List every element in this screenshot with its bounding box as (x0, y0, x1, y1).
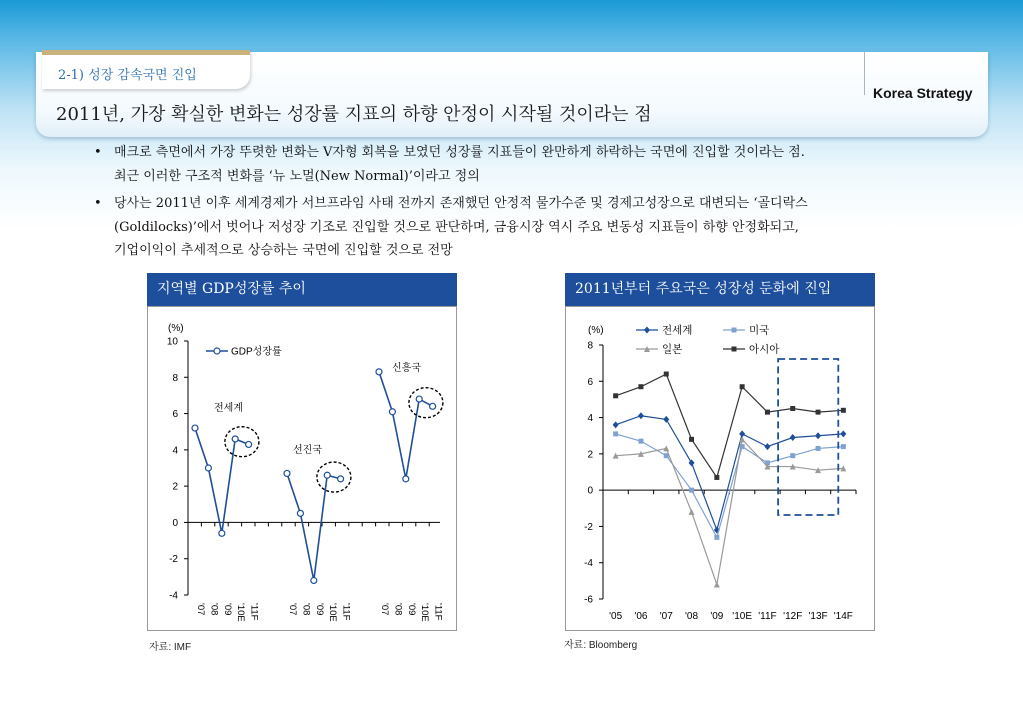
x-tick-label: '09 (405, 603, 417, 616)
bullet-line: 최근 이러한 구조적 변화를 ‘뉴 노멀(New Normal)’이라고 정의 (114, 168, 480, 184)
y-axis-unit: (%) (588, 325, 604, 336)
data-point (403, 476, 409, 482)
right-chart-box (565, 306, 875, 631)
data-point (416, 396, 422, 402)
legend-marker (732, 347, 737, 352)
data-point (192, 425, 198, 431)
x-tick-label: '05 (609, 611, 623, 622)
bullet-marker: • (94, 196, 102, 211)
y-tick-label: 4 (172, 445, 178, 457)
data-point (338, 476, 344, 482)
data-point (841, 444, 846, 449)
y-tick-label: -4 (169, 590, 178, 602)
left-chart-box (147, 306, 457, 631)
data-point (219, 530, 225, 536)
data-point (790, 434, 796, 441)
group-label: 신흥국 (392, 363, 421, 374)
data-point (246, 441, 252, 447)
data-point (790, 406, 795, 411)
legend-marker (732, 328, 737, 333)
data-point (816, 410, 821, 415)
data-point (740, 384, 745, 389)
x-tick-label: '07 (287, 603, 298, 616)
data-point (613, 393, 618, 398)
x-tick-label: '10E (235, 603, 247, 622)
bullet-marker: • (94, 145, 102, 160)
legend-marker (644, 327, 650, 334)
y-tick-label: 2 (587, 449, 593, 461)
right-chart-source: 자료: Bloomberg (564, 640, 638, 651)
legend-label: GDP성장률 (231, 346, 282, 358)
series-line-3 (379, 372, 433, 479)
legend-marker (214, 348, 220, 354)
y-tick-label: -2 (169, 554, 178, 566)
y-tick-label: 10 (166, 336, 178, 348)
y-tick-label: 0 (172, 517, 178, 529)
y-tick-label: -4 (584, 558, 593, 570)
left-chart-title: 지역별 GDP성장률 추이 (147, 273, 457, 306)
bullet-item (92, 192, 932, 263)
x-tick-label: '09 (710, 611, 724, 622)
x-tick-label: '12F (783, 611, 803, 622)
data-point (389, 409, 395, 415)
series-line-1 (195, 428, 249, 533)
data-point (816, 446, 821, 451)
data-point (689, 437, 694, 442)
data-point (841, 408, 846, 413)
x-tick-label: '09 (313, 603, 325, 616)
bullet-line: 기업이익이 추세적으로 상승하는 국면에 진입할 것으로 전망 (114, 243, 453, 258)
right-chart-title: 2011년부터 주요국은 성장성 둔화에 진입 (565, 273, 875, 306)
x-tick-label: '08 (208, 603, 220, 616)
brand-label: Korea Strategy (873, 85, 973, 101)
data-point (376, 369, 382, 375)
x-tick-label: '13F (808, 611, 828, 622)
x-tick-label: '11F (248, 603, 260, 621)
legend-label: 미국 (749, 324, 770, 337)
data-point (232, 436, 238, 442)
y-tick-label: 0 (587, 485, 593, 497)
data-point (765, 410, 770, 415)
data-point (613, 421, 619, 428)
y-tick-label: 6 (172, 409, 178, 421)
series-line-4 (616, 374, 844, 477)
y-tick-label: -6 (584, 594, 593, 606)
data-point (638, 384, 643, 389)
data-point (714, 475, 719, 480)
data-point (638, 412, 644, 419)
y-tick-label: 4 (587, 413, 593, 425)
data-point (297, 510, 303, 516)
y-tick-label: -2 (584, 521, 593, 533)
x-tick-label: '07 (379, 603, 390, 616)
y-axis-unit: (%) (168, 323, 184, 334)
bullet-line: (Goldilocks)’에서 벗어나 저성장 기조로 진입할 것으로 판단하며, 금융시장 역시 주요 변동성 지표들이 하향 안정화되고, (114, 219, 799, 235)
data-point (613, 431, 618, 436)
header-divider (864, 52, 865, 95)
data-point (689, 509, 695, 515)
y-tick-label: 8 (172, 372, 178, 384)
x-tick-label: '07 (195, 603, 206, 616)
y-tick-label: 8 (587, 340, 593, 352)
data-point (714, 535, 719, 540)
bullet-line: 매크로 측면에서 가장 뚜렷한 변화는 V자형 회복을 보였던 성장률 지표들이 완만하게 하락하는 국면에 진입할 것이라는 점. (114, 145, 805, 160)
x-tick-label: '10E (732, 611, 753, 622)
data-point (311, 577, 317, 583)
data-point (664, 372, 669, 377)
data-point (324, 472, 330, 478)
y-tick-label: 2 (172, 481, 178, 493)
x-tick-label: '11F (432, 603, 444, 621)
x-tick-label: '11F (758, 611, 777, 622)
series-line-2 (287, 473, 341, 580)
data-point (764, 443, 770, 450)
bullet-list (92, 141, 932, 263)
data-point (284, 470, 290, 476)
x-tick-label: '08 (392, 603, 404, 616)
data-point (638, 439, 643, 444)
legend-label: 전세계 (662, 324, 693, 337)
group-label: 전세계 (214, 403, 243, 414)
x-tick-label: '11F (340, 603, 352, 621)
x-tick-label: '08 (300, 603, 312, 616)
series-line-3 (616, 439, 844, 584)
section-tab (42, 50, 250, 89)
group-label: 선진국 (293, 445, 322, 456)
x-tick-label: '14F (833, 611, 853, 622)
page-title: 2011년, 가장 확실한 변화는 성장률 지표의 하향 안정이 시작될 것이라는 점 (56, 104, 652, 125)
data-point (739, 436, 745, 442)
series-line-2 (616, 434, 844, 537)
data-point (689, 488, 694, 493)
right-chart (566, 307, 874, 630)
data-point (840, 430, 846, 437)
x-tick-label: '08 (685, 611, 699, 622)
bullet-line: 당사는 2011년 이후 세계경제가 서브프라임 사태 전까지 존재했던 안정적 물가수준 및 경제고성장으로 대변되는 ‘골디락스 (114, 196, 808, 211)
x-tick-label: '09 (221, 603, 233, 616)
bullet-item (92, 141, 932, 188)
section-label: 2-1) 성장 감속국면 진입 (58, 68, 197, 83)
data-point (815, 432, 821, 439)
y-tick-label: 6 (587, 376, 593, 388)
x-tick-label: '10E (419, 603, 431, 622)
x-tick-label: '10E (327, 603, 339, 622)
x-tick-label: '06 (634, 611, 648, 622)
data-point (430, 403, 436, 409)
left-chart-source: 자료: IMF (149, 642, 192, 653)
x-tick-label: '07 (659, 611, 673, 622)
data-point (714, 581, 720, 587)
legend-label: 일본 (662, 343, 683, 356)
legend-label: 아시아 (749, 343, 780, 356)
data-point (205, 465, 211, 471)
left-chart (148, 307, 456, 630)
data-point (790, 453, 795, 458)
